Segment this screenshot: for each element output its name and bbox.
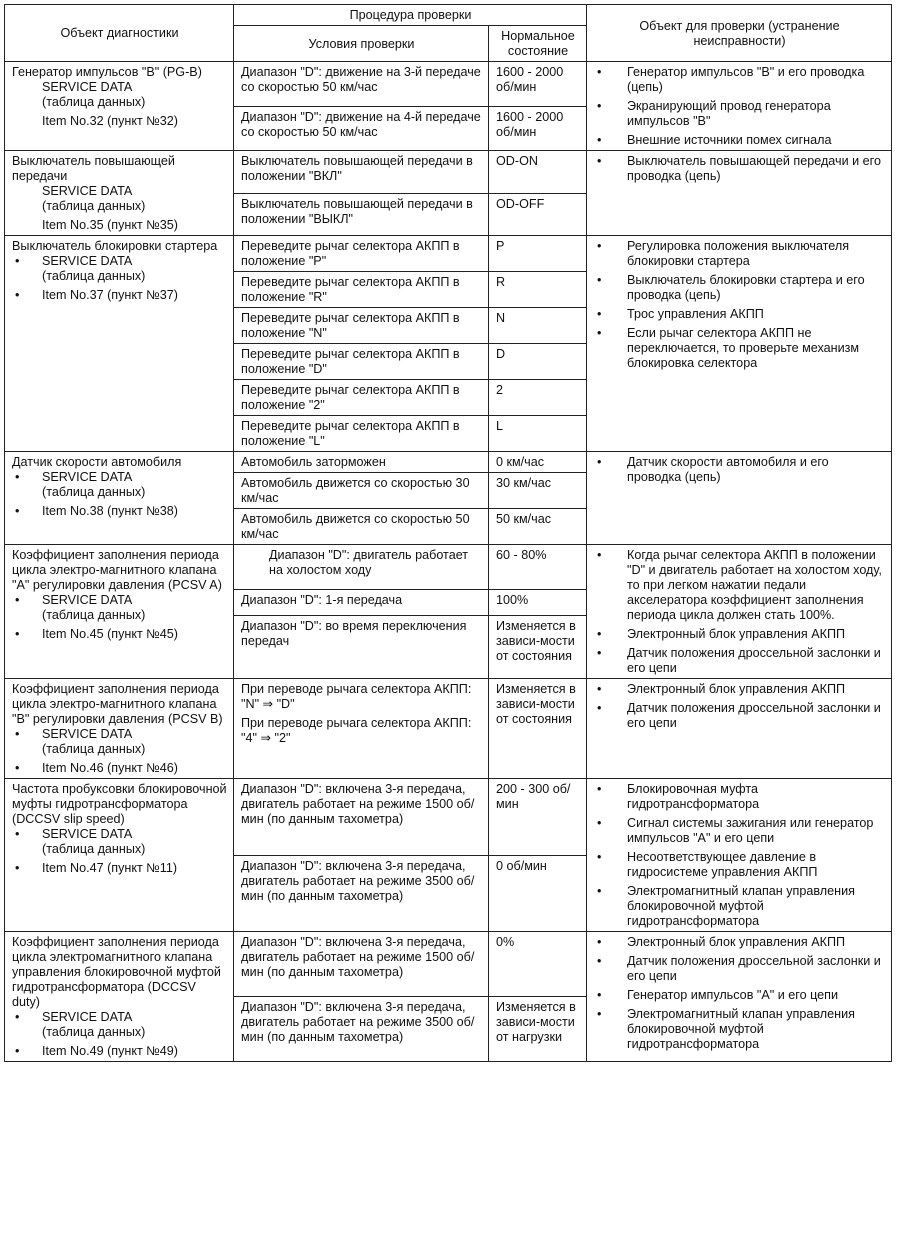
check-object-cell <box>587 62 892 151</box>
diag-object-cell <box>5 452 234 545</box>
normal-state-cell: D <box>489 344 587 380</box>
normal-state-cell: Изменяется в зависи-мости от состояния <box>489 615 587 678</box>
diag-object-cell <box>5 62 234 151</box>
condition-cell: Диапазон "D": во время переключения передач <box>234 615 489 678</box>
service-data-label: SERVICE DATA <box>42 80 133 94</box>
check-item: • Экранирующий провод генератора импульсов "B" <box>594 99 885 129</box>
diag-object-name: Выключатель повышающей передачи <box>12 154 175 183</box>
service-data-item: Item No.32 (пункт №32) <box>42 114 178 128</box>
diagnostic-table <box>4 4 892 1062</box>
condition-cell: Выключатель повышающей передачи в положении "ВЫКЛ" <box>234 193 489 236</box>
header-conditions: Условия проверки <box>234 26 489 62</box>
condition-cell: Автомобиль заторможен <box>234 452 489 473</box>
diag-object-name: Коэффициент заполнения периода цикла электро-магнитного клапана "A" регулировки давления (PCSV A) <box>12 548 222 592</box>
diag-object-cell <box>5 236 234 452</box>
condition-cell: Переведите рычаг селектора АКПП в положение "2" <box>234 380 489 416</box>
condition-cell: Диапазон "D": движение на 4-й передаче со скоростью 50 км/час <box>234 106 489 151</box>
normal-state-cell: N <box>489 308 587 344</box>
table-row <box>5 779 892 856</box>
condition-cell: Диапазон "D": включена 3-я передача, двигатель работает на режиме 3500 об/мин (по данным тахометра) <box>234 997 489 1062</box>
table-row <box>5 679 892 779</box>
service-data-sublabel: (таблица данных) <box>42 1025 146 1039</box>
normal-state-cell: P <box>489 236 587 272</box>
normal-state-cell: R <box>489 272 587 308</box>
condition-cell: Диапазон "D": включена 3-я передача, двигатель работает на режиме 1500 об/мин (по данным тахометра) <box>234 779 489 856</box>
normal-state-cell: 0 км/час <box>489 452 587 473</box>
normal-state-cell: 0 об/мин <box>489 855 587 932</box>
check-item: • Сигнал системы зажигания или генератор импульсов "A" и его цепи <box>594 816 885 846</box>
normal-state-cell: 200 - 300 об/мин <box>489 779 587 856</box>
condition-cell: Диапазон "D": включена 3-я передача, двигатель работает на режиме 3500 об/мин (по данным тахометра) <box>234 855 489 932</box>
condition-cell: Выключатель повышающей передачи в положении "ВКЛ" <box>234 151 489 194</box>
diag-object-cell <box>5 545 234 679</box>
header-procedure: Процедура проверки <box>234 5 587 26</box>
check-object-cell <box>587 236 892 452</box>
check-item: • Электронный блок управления АКПП <box>594 627 885 642</box>
condition-line: При переводе рычага селектора АКПП: "4" ⇒ "2" <box>241 716 472 745</box>
service-data-label: • SERVICE DATA <box>12 727 227 742</box>
table-row <box>5 932 892 997</box>
condition-cell: Диапазон "D": включена 3-я передача, двигатель работает на режиме 1500 об/мин (по данным тахометра) <box>234 932 489 997</box>
table-row <box>5 545 892 590</box>
service-data-item: • Item No.46 (пункт №46) <box>12 761 227 776</box>
check-object-cell <box>587 679 892 779</box>
condition-cell <box>234 679 489 779</box>
check-item: • Датчик скорости автомобиля и его проводка (цепь) <box>594 455 885 485</box>
check-item: • Регулировка положения выключателя блокировки стартера <box>594 239 885 269</box>
normal-state-cell: OD-ON <box>489 151 587 194</box>
condition-line: При переводе рычага селектора АКПП: "N" ⇒ "D" <box>241 682 472 711</box>
check-object-cell <box>587 452 892 545</box>
service-data-sublabel: (таблица данных) <box>42 608 146 622</box>
check-list <box>594 65 885 148</box>
condition-cell: Автомобиль движется со скоростью 30 км/час <box>234 473 489 509</box>
check-item: • Выключатель блокировки стартера и его проводка (цепь) <box>594 273 885 303</box>
normal-state-cell: 100% <box>489 589 587 615</box>
check-item: • Выключатель повышающей передачи и его проводка (цепь) <box>594 154 885 184</box>
check-item: • Внешние источники помех сигнала <box>594 133 885 148</box>
normal-state-cell: 1600 - 2000 об/мин <box>489 62 587 107</box>
condition-cell: Переведите рычаг селектора АКПП в положение "P" <box>234 236 489 272</box>
condition-cell: Переведите рычаг селектора АКПП в положение "N" <box>234 308 489 344</box>
check-item: • Электромагнитный клапан управления блокировочной муфтой гидротрансформатора <box>594 884 885 929</box>
normal-state-cell: Изменяется в зависи-мости от состояния <box>489 679 587 779</box>
check-object-cell <box>587 932 892 1062</box>
service-data-label: • SERVICE DATA <box>12 470 227 485</box>
diag-object-name: Выключатель блокировки стартера <box>12 239 218 253</box>
check-item: • Датчик положения дроссельной заслонки и его цепи <box>594 646 885 676</box>
check-object-cell <box>587 545 892 679</box>
check-list <box>594 682 885 731</box>
diag-object-name: Коэффициент заполнения периода цикла электро-магнитного клапана "B" регулировки давления (PCSV B) <box>12 682 223 726</box>
table-row <box>5 452 892 473</box>
table-row <box>5 62 892 107</box>
header-check-object: Объект для проверки (устранение неисправности) <box>587 5 892 62</box>
condition-cell: Диапазон "D": двигатель работает на холостом ходу <box>234 545 489 590</box>
check-item: • Несоответствующее давление в гидросистеме управления АКПП <box>594 850 885 880</box>
check-item: • Электронный блок управления АКПП <box>594 935 885 950</box>
service-data-sublabel: (таблица данных) <box>42 485 146 499</box>
normal-state-cell: Изменяется в зависи-мости от нагрузки <box>489 997 587 1062</box>
check-item: • Генератор импульсов "A" и его цепи <box>594 988 885 1003</box>
service-data-sublabel: (таблица данных) <box>42 95 146 109</box>
service-data-sublabel: (таблица данных) <box>42 842 146 856</box>
service-data-sublabel: (таблица данных) <box>42 742 146 756</box>
service-data-item: • Item No.47 (пункт №11) <box>12 861 227 876</box>
check-item: • Датчик положения дроссельной заслонки и его цепи <box>594 701 885 731</box>
service-data-label: • SERVICE DATA <box>12 593 227 608</box>
normal-state-cell: L <box>489 416 587 452</box>
diag-object-cell <box>5 679 234 779</box>
header-row <box>5 5 892 26</box>
check-object-cell <box>587 151 892 236</box>
diag-object-cell <box>5 779 234 932</box>
normal-state-cell: 1600 - 2000 об/мин <box>489 106 587 151</box>
check-item: • Датчик положения дроссельной заслонки и его цепи <box>594 954 885 984</box>
service-data-sublabel: (таблица данных) <box>42 199 146 213</box>
condition-cell: Переведите рычаг селектора АКПП в положение "R" <box>234 272 489 308</box>
condition-cell: Диапазон "D": 1-я передача <box>234 589 489 615</box>
diag-object-cell <box>5 151 234 236</box>
condition-cell: Переведите рычаг селектора АКПП в положение "L" <box>234 416 489 452</box>
service-data-item: • Item No.37 (пункт №37) <box>12 288 227 303</box>
check-list <box>594 548 885 676</box>
condition-cell: Диапазон "D": движение на 3-й передаче со скоростью 50 км/час <box>234 62 489 107</box>
normal-state-cell: 50 км/час <box>489 509 587 545</box>
diag-object-name: Датчик скорости автомобиля <box>12 455 182 469</box>
service-data-item: Item No.35 (пункт №35) <box>42 218 178 232</box>
service-data-item: • Item No.49 (пункт №49) <box>12 1044 227 1059</box>
service-data-item: • Item No.45 (пункт №45) <box>12 627 227 642</box>
normal-state-cell: 2 <box>489 380 587 416</box>
check-item: • Когда рычаг селектора АКПП в положении "D" и двигатель работает на холостом ходу, то при легком нажатии педали акселератора коэффициент заполнения периода цикла должен стать 100%. <box>594 548 885 623</box>
check-item: • Электронный блок управления АКПП <box>594 682 885 697</box>
service-data-item: • Item No.38 (пункт №38) <box>12 504 227 519</box>
normal-state-cell: OD-OFF <box>489 193 587 236</box>
diag-object-name: Частота пробуксовки блокировочной муфты гидротрансформатора (DCCSV slip speed) <box>12 782 227 826</box>
header-object: Объект диагностики <box>5 5 234 62</box>
service-data-label: • SERVICE DATA <box>12 254 227 269</box>
check-list <box>594 935 885 1052</box>
service-data-sublabel: (таблица данных) <box>42 269 146 283</box>
check-list <box>594 782 885 929</box>
service-data-label: • SERVICE DATA <box>12 827 227 842</box>
normal-state-cell: 0% <box>489 932 587 997</box>
header-normal-state: Нормальное состояние <box>489 26 587 62</box>
condition-cell: Автомобиль движется со скоростью 50 км/час <box>234 509 489 545</box>
service-data-label: • SERVICE DATA <box>12 1010 227 1025</box>
table-row <box>5 236 892 272</box>
check-item: • Блокировочная муфта гидротрансформатора <box>594 782 885 812</box>
check-list <box>594 239 885 371</box>
check-item: • Если рычаг селектора АКПП не переключается, то проверьте механизм блокировка селектора <box>594 326 885 371</box>
normal-state-cell: 30 км/час <box>489 473 587 509</box>
normal-state-cell: 60 - 80% <box>489 545 587 590</box>
service-data-label: SERVICE DATA <box>42 184 133 198</box>
table-row <box>5 151 892 194</box>
check-object-cell <box>587 779 892 932</box>
check-item: • Генератор импульсов "B" и его проводка (цепь) <box>594 65 885 95</box>
check-item: • Электромагнитный клапан управления блокировочной муфтой гидротрансформатора <box>594 1007 885 1052</box>
check-list <box>594 154 885 184</box>
check-list <box>594 455 885 485</box>
check-item: • Трос управления АКПП <box>594 307 885 322</box>
condition-cell: Переведите рычаг селектора АКПП в положение "D" <box>234 344 489 380</box>
diag-object-name: Генератор импульсов "B" (PG-B) <box>12 65 202 79</box>
diag-object-name: Коэффициент заполнения периода цикла электромагнитного клапана управления блокировочной муфтой гидротрансформатора (DCCSV duty) <box>12 935 221 1009</box>
diag-object-cell <box>5 932 234 1062</box>
